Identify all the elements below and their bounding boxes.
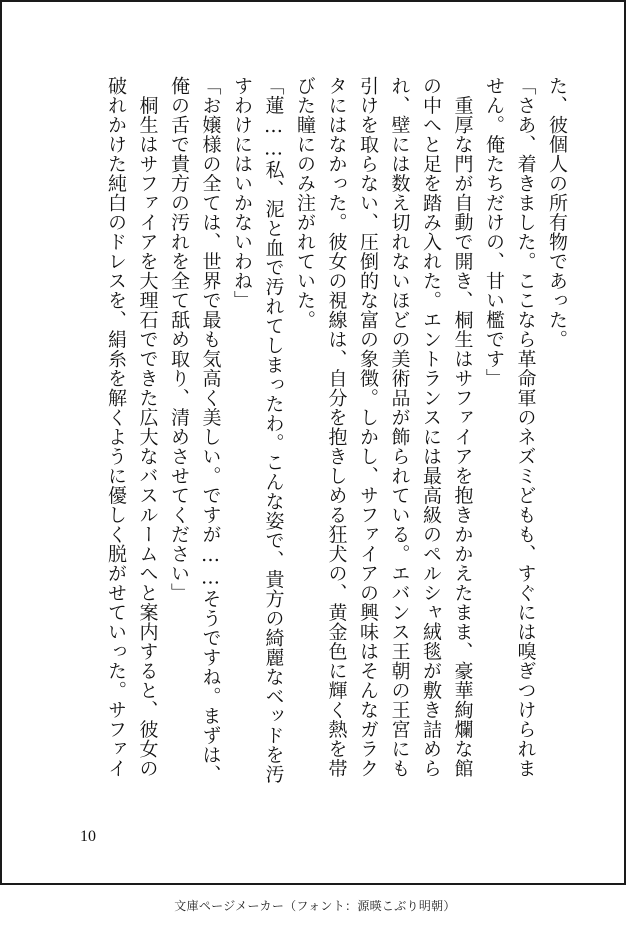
text-line: た、彼個人の所有物であった。 [546,76,568,349]
text-line: 俺の舌で貴方の汚れを全て舐め取り、清めさせてください」 [168,76,190,603]
footer-credit: 文庫ページメーカー（フォント：源暎こぶり明朝） [174,899,456,913]
text-line: 桐生はサファイアを大理石でできた広大なバスルームへと案内すると、彼女の [136,76,159,778]
text-line: タにはなかった。彼女の視線は、自分を抱きしめる狂犬の、黄金色に輝く熱を帯 [325,76,348,778]
vertical-text-body [100,76,573,816]
text-line: 破れかけた純白のドレスを、絹糸を解くように優しく脱がせていった。サファイ [105,76,127,778]
text-line: せん。俺たちだけの、甘い檻です」 [483,76,505,388]
text-line: 「お嬢様の全ては、世界で最も気高く美しい。ですが……そうですね。まずは、 [199,76,222,784]
text-line: 重厚な門が自動で開き、桐生はサファイアを抱きかかえたまま、豪華絢爛な館 [451,76,474,778]
text-line: れ、壁には数え切れないほどの美術品が飾られている。エバンス王朝の王宮にも [388,76,411,778]
text-line: 「さあ、着きました。ここなら革命軍のネズミどもも、すぐには嗅ぎつけられま [514,76,537,778]
text-line: すわけにはいかないわね」 [231,76,253,310]
text-line: の中へと足を踏み入れた。エントランスには最高級のペルシャ絨毯が敷き詰めら [420,76,442,778]
text-line: 「蓮……私、泥と血で汚れてしまったわ。こんな姿で、貴方の綺麗なベッドを汚 [262,76,285,784]
text-line: びた瞳にのみ注がれていた。 [294,76,316,330]
page-number: 10 [80,828,96,845]
text-line: 引けを取らない、圧倒的な富の象徴。しかし、サファイアの興味はそんなガラク [357,76,379,778]
